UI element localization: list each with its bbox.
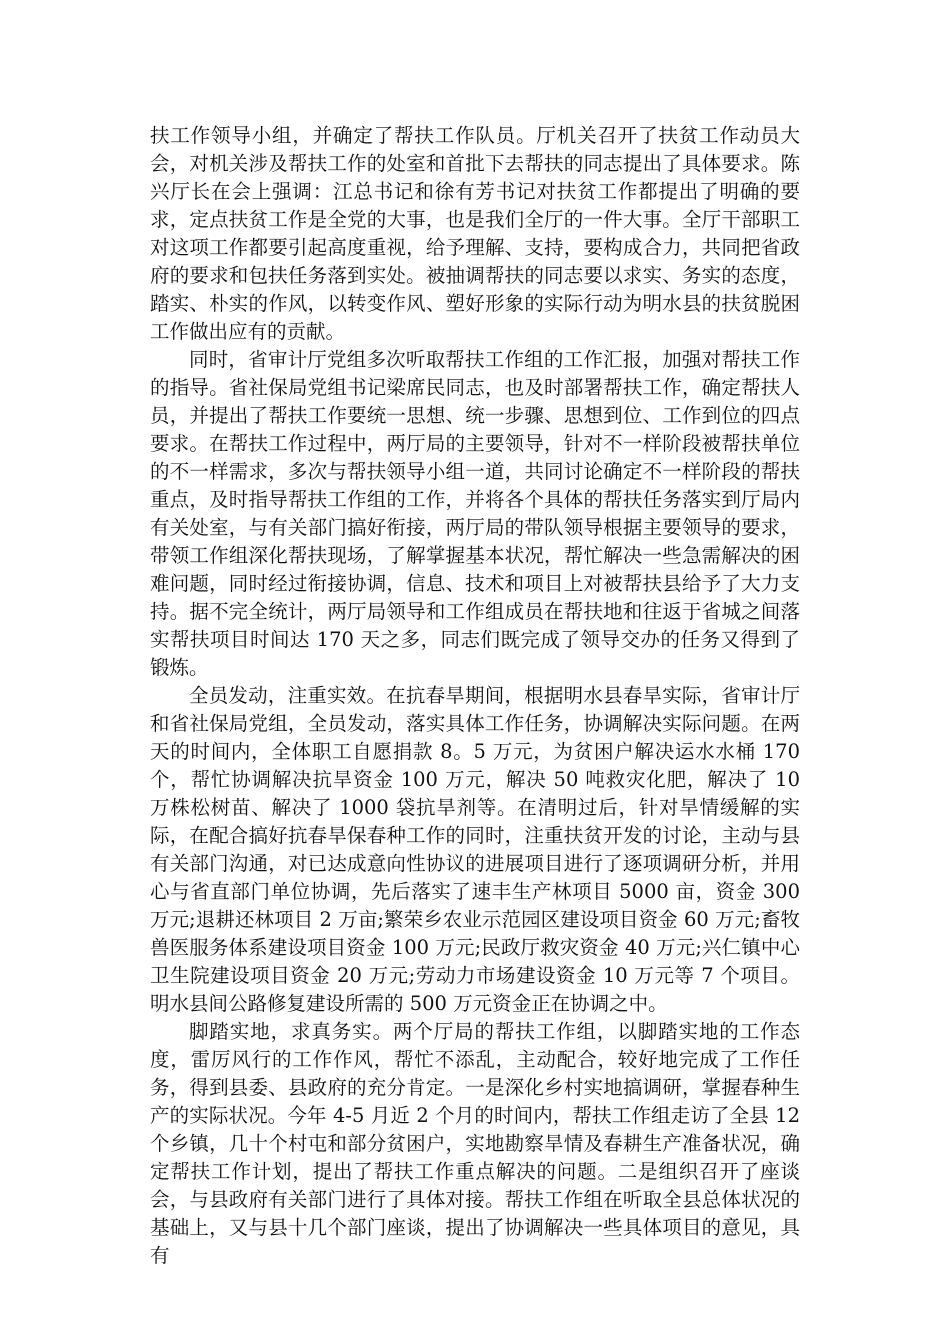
paragraph-3: 全员发动，注重实效。在抗春旱期间，根据明水县春旱实际，省审计厅和省社保局党组，全员发动，落实具体工作任务，协调解决实际问题。在两天的时间内，全体职工自愿捐款 8。5 万元，为贫困户解决运水水桶 170 个，帮忙协调解决抗旱资金 100 万元，解决 50 吨救灾化肥，解决了 10 万株松树苗、解决了 1000 袋抗旱剂等。在清明过后，针对旱情缓解的实际，在配合搞好抗春旱保春种工作的同时，注重扶贫开发的讨论，主动与县有关部门沟通，对已达成意向性协议的进展项目进行了逐项调研分析，并用心与省直部门单位协调，先后落实了速丰生产林项目 5000 亩，资金 300 万元;退耕还林项目 2 万亩;繁荣乡农业示范园区建设项目资金 60 万元;畜牧兽医服务体系建设项目资金 100 万元;民政厅救灾资金 40 万元;兴仁镇中心卫生院建设项目资金 20 万元;劳动力市场建设资金 10 万元等 7 个项目。明水县间公路修复建设所需的 500 万元资金正在协调之中。 xyxy=(150,684,800,1015)
paragraph-4: 脚踏实地，求真务实。两个厅局的帮扶工作组，以脚踏实地的工作态度，雷厉风行的工作作风，帮忙不添乱，主动配合，较好地完成了工作任务，得到县委、县政府的充分肯定。一是深化乡村实地搞调研，掌握春种生产的实际状况。今年 4-5 月近 2 个月的时间内，帮扶工作组走访了全县 12 个乡镇，几十个村屯和部分贫困户，实地勘察旱情及春耕生产准备状况，确定帮扶工作计划，提出了帮扶工作重点解决的问题。二是组织召开了座谈会，与县政府有关部门进行了具体对接。帮扶工作组在听取全县总体状况的基础上，又与县十几个部门座谈，提出了协调解决一些具体项目的意见，具有 xyxy=(150,1020,800,1267)
document-body xyxy=(150,122,800,1270)
paragraph-2: 同时，省审计厅党组多次听取帮扶工作组的工作汇报，加强对帮扶工作的指导。省社保局党组书记梁席民同志，也及时部署帮扶工作，确定帮扶人员，并提出了帮扶工作要统一思想、统一步骤、思想到位、工作到位的四点要求。在帮扶工作过程中，两厅局的主要领导，针对不一样阶段被帮扶单位的不一样需求，多次与帮扶领导小组一道，共同讨论确定不一样阶段的帮扶重点，及时指导帮扶工作组的工作，并将各个具体的帮扶任务落实到厅局内有关处室，与有关部门搞好衔接，两厅局的带队领导根据主要领导的要求，带领工作组深化帮扶现场，了解掌握基本状况，帮忙解决一些急需解决的困难问题，同时经过衔接协调，信息、技术和项目上对被帮扶县给予了大力支持。据不完全统计，两厅局领导和工作组成员在帮扶地和往返于省城之间落实帮扶项目时间达 170 天之多，同志们既完成了领导交办的任务又得到了锻炼。 xyxy=(150,348,800,679)
paragraph-1: 扶工作领导小组，并确定了帮扶工作队员。厅机关召开了扶贫工作动员大会，对机关涉及帮扶工作的处室和首批下去帮扶的同志提出了具体要求。陈兴厅长在会上强调：江总书记和徐有芳书记对扶贫工作都提出了明确的要求，定点扶贫工作是全党的大事，也是我们全厅的一件大事。全厅干部职工对这项工作都要引起高度重视，给予理解、支持，要构成合力，共同把省政府的要求和包扶任务落到实处。被抽调帮扶的同志要以求实、务实的态度，踏实、朴实的作风，以转变作风、塑好形象的实际行动为明水县的扶贫脱困工作做出应有的贡献。 xyxy=(150,124,800,343)
